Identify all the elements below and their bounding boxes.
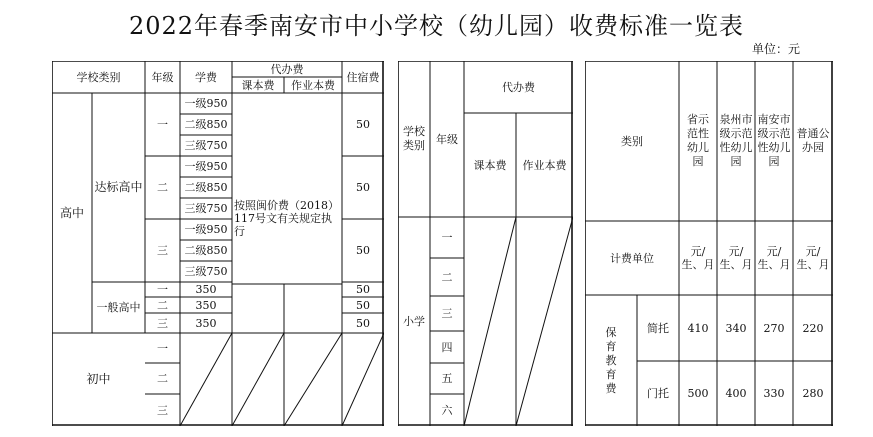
t3-half-day-provincial: 410 (687, 321, 709, 335)
general-fee: 350 (195, 316, 217, 330)
fee-level-2: 二级850 (184, 244, 228, 257)
t3-unit-row-label: 计费单位 (610, 251, 654, 265)
junior-grade-3: 三 (157, 403, 168, 417)
grade-3: 三 (157, 244, 168, 257)
t3-half-day-quanzhou: 340 (725, 321, 747, 335)
table-kindergarten (585, 61, 833, 426)
t2-header-school-type (398, 61, 430, 217)
fee-level-1: 一级950 (184, 97, 228, 110)
t2-header-workbook-fee: 作业本费 (522, 158, 567, 172)
t3-unit-value (679, 221, 717, 295)
general-high-label: 一般高中 (96, 301, 141, 314)
t3-unit-value-text: 元/生、月 (796, 245, 830, 271)
header-tuition: 学费 (195, 70, 217, 84)
grade-2: 二 (157, 181, 168, 194)
t3-full-day-public: 280 (802, 387, 824, 400)
header-agency-fee: 代办费 (270, 62, 304, 76)
t3-half-day-nanan: 270 (763, 321, 785, 335)
primary-grade-1: 一 (441, 231, 453, 244)
general-grade-1: 一 (157, 283, 168, 296)
t2-header-school-type-text: 学校类别 (403, 125, 425, 152)
primary-grade-4: 四 (441, 340, 453, 354)
primary-grade-2: 二 (441, 270, 453, 284)
fee-level-1: 一级950 (184, 223, 228, 236)
junior-grade-1: 一 (157, 341, 168, 355)
primary-grade-6: 六 (441, 403, 453, 417)
header-boarding-fee: 住宿费 (346, 70, 380, 84)
general-grade-3: 三 (157, 316, 168, 330)
t3-unit-value-text: 元/生、月 (757, 245, 791, 271)
grade-1: 一 (157, 118, 168, 131)
junior-high-label: 初中 (86, 372, 111, 386)
t2-header-grade: 年级 (436, 132, 458, 146)
fee-level-3: 三级750 (184, 202, 228, 215)
t2-header-agency-fee: 代办费 (502, 80, 535, 94)
table-high-junior (52, 61, 384, 426)
t3-category-header: 类别 (621, 134, 643, 148)
primary-grade-5: 五 (441, 372, 453, 385)
junior-grade-2: 二 (157, 372, 168, 385)
t3-full-day-provincial: 500 (687, 387, 709, 400)
table-primary (398, 61, 573, 426)
t3-care-fee-text: 保育教育费 (605, 325, 617, 395)
boarding-fee: 50 (356, 298, 370, 312)
t3-col-provincial (679, 61, 717, 221)
t3-col-public-text: 普通公办园 (796, 127, 830, 154)
fee-level-2: 二级850 (184, 181, 228, 194)
t3-col-provincial-text: 省示范性幼儿园 (687, 113, 709, 168)
t2-header-textbook-fee: 课本费 (473, 158, 507, 172)
fee-level-2: 二级850 (184, 118, 228, 131)
t3-col-quanzhou (717, 61, 755, 221)
fee-level-3: 三级750 (184, 265, 228, 278)
header-textbook-fee: 课本费 (241, 78, 275, 92)
page-title: 2022年春季南安市中小学校（幼儿园）收费标准一览表 (128, 12, 745, 40)
t3-unit-value (717, 221, 755, 295)
header-workbook-fee: 作业本费 (291, 78, 335, 92)
t3-half-day-public: 220 (802, 321, 824, 335)
t3-col-nanan-text: 南安市级示范性幼儿园 (757, 113, 791, 168)
t3-unit-value (793, 221, 833, 295)
boarding-fee: 50 (356, 316, 370, 330)
boarding-fee: 50 (356, 244, 370, 257)
general-grade-2: 二 (157, 298, 168, 312)
t3-col-public (793, 61, 833, 221)
agency-note: 按照闽价费（2018）117号文有关规定执行 (234, 199, 334, 238)
primary-label: 小学 (403, 315, 425, 328)
t3-full-day-label: 门托 (647, 387, 669, 400)
boarding-fee: 50 (356, 283, 370, 296)
t3-full-day-quanzhou: 400 (725, 387, 747, 400)
fee-level-3: 三级750 (184, 139, 228, 152)
primary-grade-3: 三 (441, 307, 453, 320)
high-school-label: 高中 (59, 205, 84, 220)
t3-unit-value-text: 元/生、月 (719, 245, 753, 271)
header-grade: 年级 (151, 70, 174, 84)
t3-col-quanzhou-text: 泉州市级示范性幼儿园 (719, 113, 753, 168)
fee-level-1: 一级950 (184, 160, 228, 173)
t3-full-day-nanan: 330 (763, 387, 785, 400)
t3-half-day-label: 简托 (647, 321, 669, 335)
t3-unit-value (755, 221, 793, 295)
unit-label: 单位：元 (752, 42, 801, 56)
boarding-fee: 50 (356, 118, 370, 131)
general-fee: 350 (195, 298, 217, 312)
header-school-type: 学校类别 (76, 70, 121, 84)
standard-high-label: 达标高中 (94, 180, 143, 194)
boarding-fee: 50 (356, 181, 370, 194)
t3-care-fee-label (585, 295, 637, 426)
general-fee: 350 (195, 283, 217, 296)
t3-unit-value-text: 元/生、月 (681, 245, 715, 271)
t3-col-nanan (755, 61, 793, 221)
